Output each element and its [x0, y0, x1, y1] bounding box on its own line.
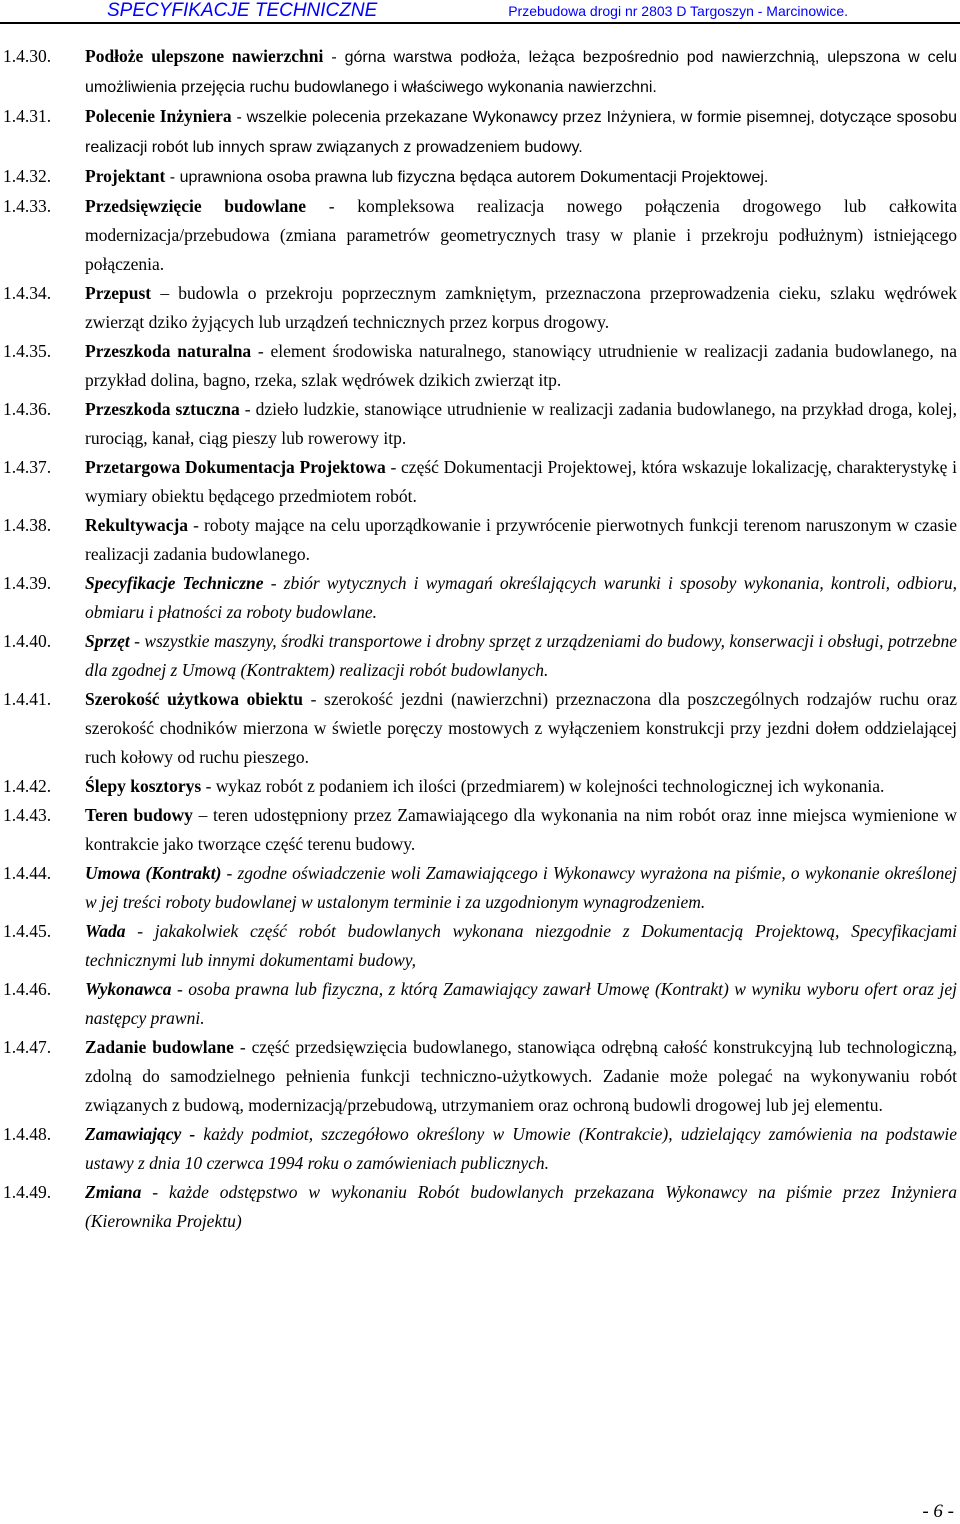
entry-term: Wada [85, 921, 126, 941]
entry-number: 1.4.33. [3, 196, 52, 216]
definition-entry [0, 192, 957, 279]
entry-text: – budowla o przekroju poprzecznym zamkniętym, przeznaczona przeprowadzenia cieku, szlaku wędrówek zwierząt dziko żyjących lub urządzeń technicznych przez korpus drogowy. [85, 283, 957, 332]
entry-number: 1.4.49. [3, 1182, 52, 1202]
entry-number: 1.4.39. [3, 573, 52, 593]
entry-number: 1.4.34. [3, 283, 52, 303]
entry-term: Przepust [85, 283, 152, 303]
entry-term: Podłoże ulepszone nawierzchni [85, 46, 324, 66]
entry-text: - kompleksowa realizacja nowego połączenia drogowego lub całkowita modernizacja/przebudowa (zmiana parametrów geometrycznych trasy w planie i przekroju podłużnym) istniejącego połączenia. [85, 196, 958, 274]
entry-text: - wszelkie polecenia przekazane Wykonawcy przez Inżyniera, w formie pisemnej, dotyczące sposobu realizacji robót lub innych spraw związanych z prowadzeniem budowy. [85, 109, 957, 156]
header-project: Przebudowa drogi nr 2803 D Targoszyn - Marcinowice. [508, 3, 848, 19]
definition-entry [0, 917, 957, 975]
entry-text: - wykaz robót z podaniem ich ilości (przedmiarem) w kolejności technologicznej ich wykonania. [201, 776, 885, 796]
entry-number: 1.4.43. [3, 805, 52, 825]
entry-text: - zgodne oświadczenie woli Zamawiającego i Wykonawcy wyrażona na piśmie, o wykonanie określonej w jej treści roboty budowlanej w ustalonym terminie i za uzgodnionym wynagrodzeniem. [85, 863, 957, 912]
definition-entry [0, 975, 957, 1033]
entry-term: Wykonawca [85, 979, 172, 999]
entry-term: Przedsięwzięcie budowlane [85, 196, 306, 216]
entry-number: 1.4.38. [3, 515, 52, 535]
entry-number: 1.4.47. [3, 1037, 52, 1057]
entry-term: Umowa (Kontrakt) [85, 863, 222, 883]
entry-term: Polecenie Inżyniera [85, 106, 232, 126]
definition-entry [0, 42, 957, 102]
definition-entry [0, 801, 957, 859]
entry-text: - osoba prawna lub fizyczna, z którą Zamawiający zawarł Umowę (Kontrakt) w wyniku wyboru ofert oraz jej następcy prawni. [85, 979, 957, 1028]
entry-text: - szerokość jezdni (nawierzchni) przeznaczona dla poszczególnych rodzajów ruchu oraz szerokość chodników mierzona w świetle poręczy mostowych z wyłączeniem konstrukcji przy jezdni dołem oddzielającej ruch kołowy od ruchu pieszego. [85, 689, 957, 767]
entry-number: 1.4.35. [3, 341, 52, 361]
entry-text: - każde odstępstwo w wykonaniu Robót budowlanych przekazana Wykonawcy na piśmie przez Inżyniera (Kierownika Projektu) [85, 1182, 957, 1231]
entry-term: Ślepy kosztorys [85, 776, 202, 796]
entry-text: - jakakolwiek część robót budowlanych wykonana niezgodnie z Dokumentacją Projektową, Specyfikacjami technicznymi lub innymi dokumentami budowy, [85, 921, 957, 970]
entry-number: 1.4.36. [3, 399, 52, 419]
entry-number: 1.4.48. [3, 1124, 52, 1144]
definition-entry [0, 162, 957, 192]
entry-term: Przeszkoda sztuczna [85, 399, 240, 419]
entry-text: - roboty mające na celu uporządkowanie i przywrócenie pierwotnych funkcji terenom naruszonym w czasie realizacji zadania budowlanego. [85, 515, 957, 564]
entry-number: 1.4.42. [3, 776, 52, 796]
entry-term: Zamawiający - [85, 1124, 196, 1144]
entry-number: 1.4.45. [3, 921, 52, 941]
definition-entry [0, 1178, 957, 1236]
definitions-list [0, 42, 957, 1236]
definition-entry [0, 569, 957, 627]
entry-text: - wszystkie maszyny, środki transportowe i drobny sprzęt z urządzeniami do budowy, konserwacji i obsługi, potrzebne dla zgodnej z Umową (Kontraktem) realizacji robót budowlanych. [85, 631, 957, 680]
definition-entry [0, 685, 957, 772]
entry-text: - element środowiska naturalnego, stanowiący utrudnienie w realizacji zadania budowlanego, na przykład dolina, bagno, rzeka, szlak wędrówek dzikich zwierząt itp. [85, 341, 957, 390]
definition-entry [0, 1033, 957, 1120]
entry-number: 1.4.32. [3, 166, 52, 186]
definition-entry [0, 395, 957, 453]
definition-entry [0, 102, 957, 162]
entry-text: - część Dokumentacji Projektowej, która wskazuje lokalizację, charakterystykę i wymiary obiektu będącego przedmiotem robót. [85, 457, 957, 506]
entry-term: Przeszkoda naturalna [85, 341, 252, 361]
definition-entry [0, 279, 957, 337]
header-title: SPECYFIKACJE TECHNICZNE [107, 0, 378, 21]
definition-entry [0, 1120, 957, 1178]
definition-entry [0, 772, 957, 801]
entry-number: 1.4.31. [3, 106, 52, 126]
entry-number: 1.4.41. [3, 689, 52, 709]
entry-term: Przetargowa Dokumentacja Projektowa [85, 457, 386, 477]
entry-text: - dzieło ludzkie, stanowiące utrudnienie w realizacji zadania budowlanego, na przykład droga, kolej, rurociąg, kanał, ciąg pieszy lub rowerowy itp. [85, 399, 957, 448]
entry-number: 1.4.44. [3, 863, 52, 883]
entry-term: Teren budowy [85, 805, 193, 825]
entry-term: Rekultywacja [85, 515, 189, 535]
entry-number: 1.4.40. [3, 631, 52, 651]
entry-text: każdy podmiot, szczegółowo określony w Umowie (Kontrakcie), udzielający zamówienia na podstawie ustawy z dnia 10 czerwca 1994 roku o zamówieniach publicznych. [85, 1124, 957, 1173]
entry-term: Zadanie budowlane [85, 1037, 234, 1057]
entry-text: - zbiór wytycznych i wymagań określających warunki i sposoby wykonania, kontroli, odbioru, obmiaru i płatności za roboty budowlane. [85, 573, 957, 622]
entry-text: - uprawniona osoba prawna lub fizyczna będąca autorem Dokumentacji Projektowej. [165, 169, 769, 186]
definition-entry [0, 511, 957, 569]
page-number: - 6 - [922, 1501, 954, 1522]
entry-number: 1.4.46. [3, 979, 52, 999]
definition-entry [0, 453, 957, 511]
entry-term: Specyfikacje Techniczne [85, 573, 264, 593]
entry-text: – teren udostępniony przez Zamawiającego dla wykonania na nim robót oraz inne miejsca wymienione w kontrakcie jako tworzące część terenu budowy. [85, 805, 957, 854]
entry-number: 1.4.37. [3, 457, 52, 477]
entry-term: Zmiana [85, 1182, 142, 1202]
entry-term: Projektant [85, 166, 166, 186]
entry-text: - górna warstwa podłoża, leżąca bezpośrednio pod nawierzchnią, ulepszona w celu umożliwienia przejęcia ruchu budowlanego i właściwego wykonania nawierzchni. [85, 49, 957, 96]
entry-number: 1.4.30. [3, 46, 52, 66]
definition-entry [0, 627, 957, 685]
page-header [0, 0, 960, 24]
entry-term: Szerokość użytkowa obiektu [85, 689, 304, 709]
entry-term: Sprzęt [85, 631, 130, 651]
definition-entry [0, 859, 957, 917]
definition-entry [0, 337, 957, 395]
entry-text: - część przedsięwzięcia budowlanego, stanowiąca odrębną całość konstrukcyjną lub technologiczną, zdolną do samodzielnego pełnienia funkcji techniczno-użytkowych. Zadanie może polegać na wykonywaniu robót związanych z budową, modernizacją/przebudową, utrzymaniem oraz ochroną budowli drogowej lub jej elementu. [85, 1037, 957, 1115]
